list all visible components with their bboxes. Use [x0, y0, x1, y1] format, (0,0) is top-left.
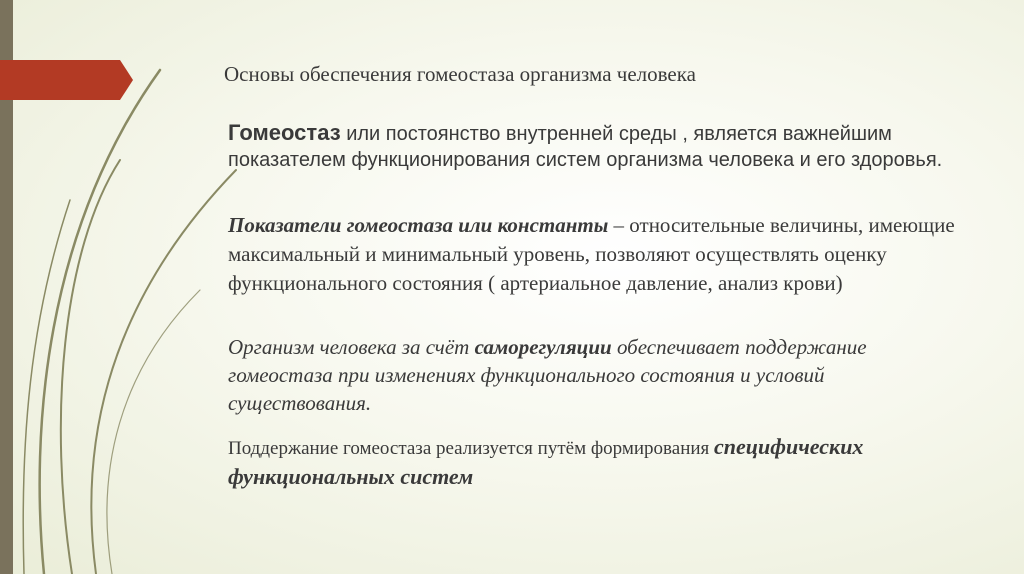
term-homeostasis: Гомеостаз — [228, 120, 341, 145]
slide-title: Основы обеспечения гомеостаза организма человека — [224, 62, 696, 86]
term-self-regulation: саморегуляции — [474, 335, 612, 359]
paragraph-indicators — [228, 211, 968, 298]
title-arrow-banner — [0, 60, 140, 100]
p1-text: или постоянство внутренней среды , является важнейшим показателем функционирования систем организма человека и его здоровья. — [228, 123, 943, 171]
p4-text: Поддержание гомеостаза реализуется путём формирования — [228, 438, 715, 459]
term-indicators: Показатели гомеостаза или константы — [228, 213, 609, 237]
paragraph-homeostasis-definition — [228, 120, 948, 173]
p3-text-2: обеспечивает поддержание гомеостаза при изменениях функционального состояния и условий существования. — [228, 335, 867, 415]
paragraph-functional-systems — [228, 433, 968, 491]
term-functional-systems: специфических функциональных систем — [228, 434, 864, 489]
p2-text: – относительные величины, имеющие максимальный и минимальный уровень, позволяют осуществлять оценку функционального состояния ( артериальное давление, анализ крови) — [228, 213, 955, 295]
p3-text-1: Организм человека за счёт — [228, 335, 475, 359]
paragraph-self-regulation — [228, 333, 968, 417]
